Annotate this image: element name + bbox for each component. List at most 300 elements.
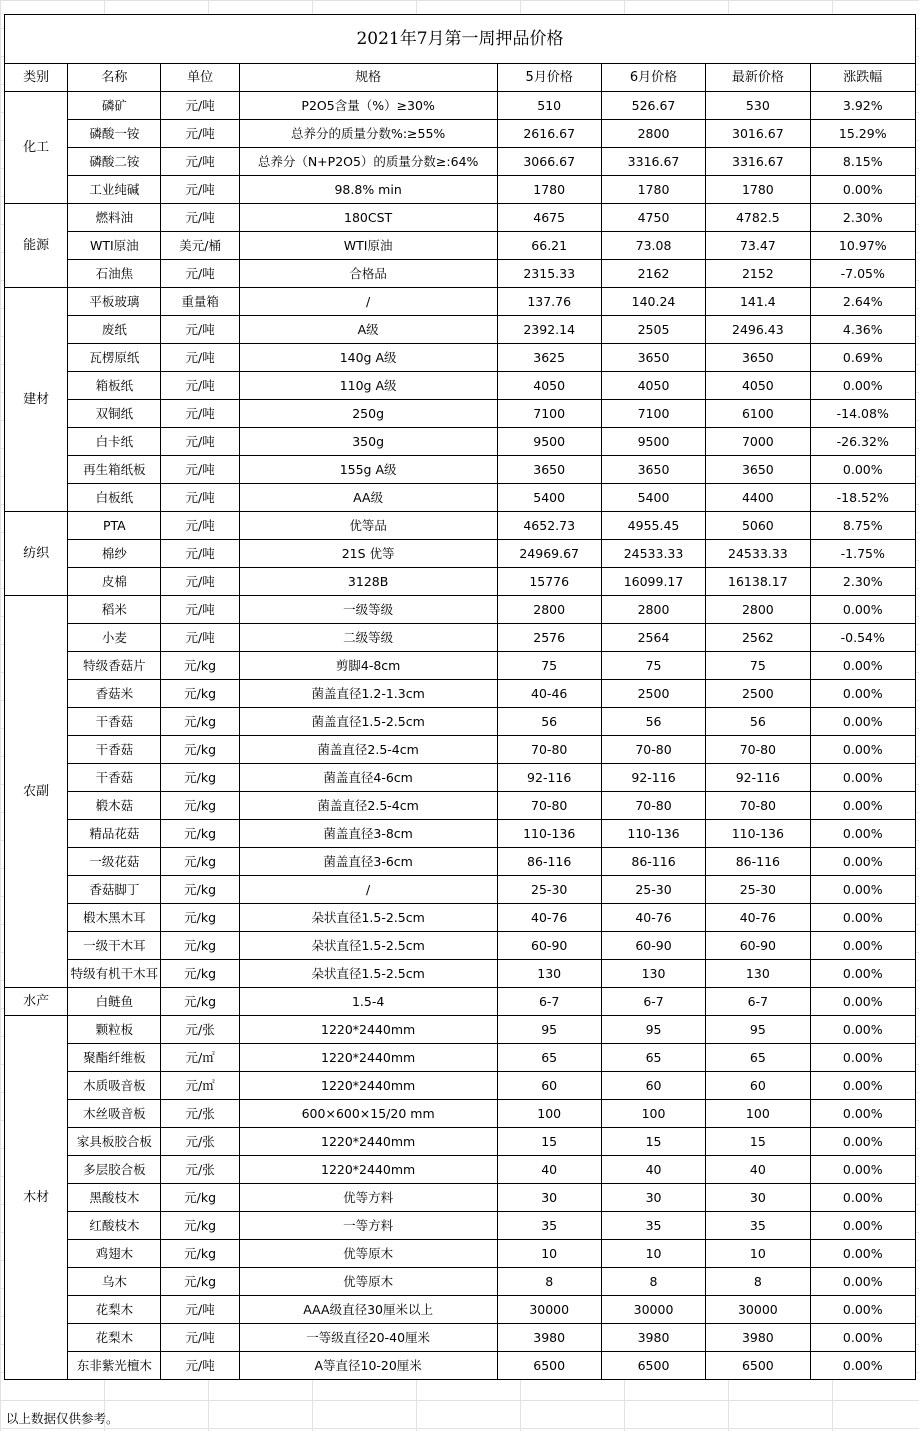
table-row [5, 1072, 916, 1100]
unit-cell: 元/吨 [161, 344, 239, 372]
name-cell: 花梨木 [68, 1324, 161, 1352]
spec-cell: 600×600×15/20 mm [239, 1100, 497, 1128]
change-cell: 0.00% [810, 1324, 915, 1352]
june-price-cell: 1780 [601, 176, 705, 204]
may-price-cell: 1780 [497, 176, 601, 204]
change-cell: -14.08% [810, 400, 915, 428]
change-cell: 0.00% [810, 176, 915, 204]
spec-cell: 1220*2440mm [239, 1016, 497, 1044]
latest-price-cell: 24533.33 [706, 540, 810, 568]
table-row [5, 288, 916, 316]
name-cell: 花梨木 [68, 1296, 161, 1324]
change-cell: 15.29% [810, 120, 915, 148]
latest-price-cell: 7000 [706, 428, 810, 456]
table-row [5, 1044, 916, 1072]
unit-cell: 重量箱 [161, 288, 239, 316]
name-cell: 干香菇 [68, 708, 161, 736]
table-row [5, 428, 916, 456]
table-row [5, 680, 916, 708]
header-unit: 单位 [161, 64, 239, 92]
name-cell: 白鲢鱼 [68, 988, 161, 1016]
name-cell: 一级花菇 [68, 848, 161, 876]
may-price-cell: 2800 [497, 596, 601, 624]
change-cell: 0.00% [810, 596, 915, 624]
june-price-cell: 30 [601, 1184, 705, 1212]
table-row [5, 932, 916, 960]
table-row [5, 904, 916, 932]
name-cell: 鸡翅木 [68, 1240, 161, 1268]
may-price-cell: 40 [497, 1156, 601, 1184]
latest-price-cell: 70-80 [706, 736, 810, 764]
may-price-cell: 56 [497, 708, 601, 736]
unit-cell: 元/kg [161, 736, 239, 764]
name-cell: 稻米 [68, 596, 161, 624]
change-cell: 0.00% [810, 932, 915, 960]
latest-price-cell: 4400 [706, 484, 810, 512]
table-row [5, 708, 916, 736]
june-price-cell: 2564 [601, 624, 705, 652]
change-cell: 3.92% [810, 92, 915, 120]
may-price-cell: 25-30 [497, 876, 601, 904]
change-cell: 0.00% [810, 1100, 915, 1128]
spec-cell: 一等方料 [239, 1212, 497, 1240]
price-table [4, 14, 916, 1380]
table-row [5, 820, 916, 848]
unit-cell: 元/张 [161, 1156, 239, 1184]
spec-cell: 优等原木 [239, 1268, 497, 1296]
unit-cell: 元/kg [161, 848, 239, 876]
unit-cell: 元/㎡ [161, 1044, 239, 1072]
may-price-cell: 40-76 [497, 904, 601, 932]
latest-price-cell: 3316.67 [706, 148, 810, 176]
table-row [5, 764, 916, 792]
change-cell: 0.00% [810, 1296, 915, 1324]
june-price-cell: 60-90 [601, 932, 705, 960]
may-price-cell: 2576 [497, 624, 601, 652]
category-cell: 木材 [5, 1016, 68, 1380]
change-cell: 0.00% [810, 1240, 915, 1268]
spec-cell: 菌盖直径2.5-4cm [239, 736, 497, 764]
table-row [5, 596, 916, 624]
june-price-cell: 86-116 [601, 848, 705, 876]
spec-cell: A等直径10-20厘米 [239, 1352, 497, 1380]
name-cell: 瓦楞原纸 [68, 344, 161, 372]
spec-cell: 98.8% min [239, 176, 497, 204]
table-row [5, 148, 916, 176]
name-cell: 工业纯碱 [68, 176, 161, 204]
spec-cell: 1220*2440mm [239, 1128, 497, 1156]
page-title: 2021年7月第一周押品价格 [5, 15, 916, 64]
unit-cell: 元/kg [161, 708, 239, 736]
name-cell: 小麦 [68, 624, 161, 652]
table-row [5, 1128, 916, 1156]
unit-cell: 元/张 [161, 1100, 239, 1128]
change-cell: 0.00% [810, 876, 915, 904]
spec-cell: 优等品 [239, 512, 497, 540]
june-price-cell: 140.24 [601, 288, 705, 316]
spec-cell: / [239, 288, 497, 316]
name-cell: 磷酸二铵 [68, 148, 161, 176]
change-cell: 0.00% [810, 1016, 915, 1044]
name-cell: 棉纱 [68, 540, 161, 568]
latest-price-cell: 3650 [706, 344, 810, 372]
may-price-cell: 60 [497, 1072, 601, 1100]
name-cell: 磷矿 [68, 92, 161, 120]
change-cell: 0.00% [810, 988, 915, 1016]
unit-cell: 元/张 [161, 1128, 239, 1156]
name-cell: 木丝吸音板 [68, 1100, 161, 1128]
name-cell: 聚酯纤维板 [68, 1044, 161, 1072]
latest-price-cell: 110-136 [706, 820, 810, 848]
unit-cell: 元/吨 [161, 1352, 239, 1380]
may-price-cell: 8 [497, 1268, 601, 1296]
june-price-cell: 2800 [601, 596, 705, 624]
may-price-cell: 510 [497, 92, 601, 120]
may-price-cell: 10 [497, 1240, 601, 1268]
change-cell: 0.00% [810, 764, 915, 792]
name-cell: 磷酸一铵 [68, 120, 161, 148]
latest-price-cell: 73.47 [706, 232, 810, 260]
latest-price-cell: 6500 [706, 1352, 810, 1380]
spec-cell: 1220*2440mm [239, 1044, 497, 1072]
category-cell: 能源 [5, 204, 68, 288]
may-price-cell: 6-7 [497, 988, 601, 1016]
name-cell: 平板玻璃 [68, 288, 161, 316]
table-row [5, 1352, 916, 1380]
change-cell: 0.00% [810, 1212, 915, 1240]
latest-price-cell: 15 [706, 1128, 810, 1156]
june-price-cell: 10 [601, 1240, 705, 1268]
unit-cell: 元/kg [161, 764, 239, 792]
table-row [5, 652, 916, 680]
june-price-cell: 4750 [601, 204, 705, 232]
june-price-cell: 2505 [601, 316, 705, 344]
name-cell: 东非紫光檀木 [68, 1352, 161, 1380]
table-row [5, 176, 916, 204]
latest-price-cell: 1780 [706, 176, 810, 204]
change-cell: 2.30% [810, 204, 915, 232]
table-row [5, 204, 916, 232]
june-price-cell: 2162 [601, 260, 705, 288]
table-row [5, 1240, 916, 1268]
spec-cell: 350g [239, 428, 497, 456]
may-price-cell: 3650 [497, 456, 601, 484]
unit-cell: 元/kg [161, 1268, 239, 1296]
spec-cell: 250g [239, 400, 497, 428]
unit-cell: 元/kg [161, 1212, 239, 1240]
name-cell: 燃料油 [68, 204, 161, 232]
table-row [5, 400, 916, 428]
unit-cell: 元/kg [161, 904, 239, 932]
spec-cell: 180CST [239, 204, 497, 232]
latest-price-cell: 4782.5 [706, 204, 810, 232]
unit-cell: 元/吨 [161, 400, 239, 428]
table-row [5, 1268, 916, 1296]
change-cell: 2.64% [810, 288, 915, 316]
june-price-cell: 6500 [601, 1352, 705, 1380]
june-price-cell: 70-80 [601, 792, 705, 820]
latest-price-cell: 16138.17 [706, 568, 810, 596]
june-price-cell: 40 [601, 1156, 705, 1184]
june-price-cell: 92-116 [601, 764, 705, 792]
spec-cell: 140g A级 [239, 344, 497, 372]
header-spec: 规格 [239, 64, 497, 92]
may-price-cell: 15776 [497, 568, 601, 596]
change-cell: 0.00% [810, 1352, 915, 1380]
may-price-cell: 66.21 [497, 232, 601, 260]
june-price-cell: 16099.17 [601, 568, 705, 596]
may-price-cell: 130 [497, 960, 601, 988]
may-price-cell: 4675 [497, 204, 601, 232]
june-price-cell: 40-76 [601, 904, 705, 932]
latest-price-cell: 3650 [706, 456, 810, 484]
table-row [5, 1156, 916, 1184]
table-row [5, 92, 916, 120]
name-cell: 一级干木耳 [68, 932, 161, 960]
may-price-cell: 70-80 [497, 736, 601, 764]
name-cell: 双铜纸 [68, 400, 161, 428]
latest-price-cell: 2496.43 [706, 316, 810, 344]
unit-cell: 元/kg [161, 792, 239, 820]
latest-price-cell: 86-116 [706, 848, 810, 876]
change-cell: 0.00% [810, 960, 915, 988]
name-cell: 香菇脚丁 [68, 876, 161, 904]
june-price-cell: 15 [601, 1128, 705, 1156]
spec-cell: 优等原木 [239, 1240, 497, 1268]
change-cell: 0.00% [810, 708, 915, 736]
change-cell: 0.00% [810, 372, 915, 400]
unit-cell: 元/吨 [161, 372, 239, 400]
latest-price-cell: 2562 [706, 624, 810, 652]
latest-price-cell: 35 [706, 1212, 810, 1240]
unit-cell: 元/吨 [161, 568, 239, 596]
table-row [5, 260, 916, 288]
unit-cell: 元/吨 [161, 540, 239, 568]
june-price-cell: 73.08 [601, 232, 705, 260]
spec-cell: AAA级直径30厘米以上 [239, 1296, 497, 1324]
june-price-cell: 25-30 [601, 876, 705, 904]
may-price-cell: 86-116 [497, 848, 601, 876]
name-cell: 颗粒板 [68, 1016, 161, 1044]
latest-price-cell: 530 [706, 92, 810, 120]
latest-price-cell: 60-90 [706, 932, 810, 960]
change-cell: 10.97% [810, 232, 915, 260]
name-cell: 香菇米 [68, 680, 161, 708]
june-price-cell: 30000 [601, 1296, 705, 1324]
latest-price-cell: 40-76 [706, 904, 810, 932]
table-row [5, 1212, 916, 1240]
spec-cell: 一等级直径20-40厘米 [239, 1324, 497, 1352]
table-row [5, 344, 916, 372]
june-price-cell: 3980 [601, 1324, 705, 1352]
name-cell: 特级有机干木耳 [68, 960, 161, 988]
table-row [5, 316, 916, 344]
june-price-cell: 95 [601, 1016, 705, 1044]
table-row [5, 512, 916, 540]
spec-cell: 菌盖直径1.5-2.5cm [239, 708, 497, 736]
may-price-cell: 9500 [497, 428, 601, 456]
table-row [5, 1184, 916, 1212]
latest-price-cell: 75 [706, 652, 810, 680]
header-latest-price: 最新价格 [706, 64, 810, 92]
change-cell: 2.30% [810, 568, 915, 596]
june-price-cell: 60 [601, 1072, 705, 1100]
may-price-cell: 2392.14 [497, 316, 601, 344]
may-price-cell: 4050 [497, 372, 601, 400]
latest-price-cell: 100 [706, 1100, 810, 1128]
june-price-cell: 70-80 [601, 736, 705, 764]
may-price-cell: 65 [497, 1044, 601, 1072]
table-row [5, 876, 916, 904]
category-cell: 农副 [5, 596, 68, 988]
category-cell: 纺织 [5, 512, 68, 596]
latest-price-cell: 8 [706, 1268, 810, 1296]
change-cell: 4.36% [810, 316, 915, 344]
may-price-cell: 70-80 [497, 792, 601, 820]
june-price-cell: 4050 [601, 372, 705, 400]
table-row [5, 120, 916, 148]
unit-cell: 元/张 [161, 1016, 239, 1044]
may-price-cell: 110-136 [497, 820, 601, 848]
spec-cell: A级 [239, 316, 497, 344]
june-price-cell: 2500 [601, 680, 705, 708]
june-price-cell: 75 [601, 652, 705, 680]
unit-cell: 元/kg [161, 1240, 239, 1268]
june-price-cell: 56 [601, 708, 705, 736]
june-price-cell: 24533.33 [601, 540, 705, 568]
change-cell: -26.32% [810, 428, 915, 456]
table-row [5, 1324, 916, 1352]
latest-price-cell: 3016.67 [706, 120, 810, 148]
change-cell: 0.00% [810, 736, 915, 764]
name-cell: 黑酸枝木 [68, 1184, 161, 1212]
header-row [5, 64, 916, 92]
unit-cell: 元/吨 [161, 176, 239, 204]
table-row [5, 848, 916, 876]
name-cell: 再生箱纸板 [68, 456, 161, 484]
unit-cell: 元/吨 [161, 456, 239, 484]
unit-cell: 元/kg [161, 820, 239, 848]
unit-cell: 美元/桶 [161, 232, 239, 260]
name-cell: WTI原油 [68, 232, 161, 260]
may-price-cell: 30 [497, 1184, 601, 1212]
name-cell: 皮棉 [68, 568, 161, 596]
footer-note: 以上数据仅供参考。 [6, 1411, 119, 1426]
change-cell: 0.00% [810, 1128, 915, 1156]
category-cell: 化工 [5, 92, 68, 204]
unit-cell: 元/吨 [161, 260, 239, 288]
unit-cell: 元/㎡ [161, 1072, 239, 1100]
latest-price-cell: 6-7 [706, 988, 810, 1016]
spec-cell: 二级等级 [239, 624, 497, 652]
name-cell: 干香菇 [68, 736, 161, 764]
may-price-cell: 95 [497, 1016, 601, 1044]
june-price-cell: 6-7 [601, 988, 705, 1016]
change-cell: -1.75% [810, 540, 915, 568]
change-cell: 0.00% [810, 904, 915, 932]
unit-cell: 元/吨 [161, 1324, 239, 1352]
unit-cell: 元/吨 [161, 1296, 239, 1324]
latest-price-cell: 141.4 [706, 288, 810, 316]
may-price-cell: 2315.33 [497, 260, 601, 288]
name-cell: 家具板胶合板 [68, 1128, 161, 1156]
name-cell: 干香菇 [68, 764, 161, 792]
june-price-cell: 35 [601, 1212, 705, 1240]
table-row [5, 736, 916, 764]
name-cell: PTA [68, 512, 161, 540]
name-cell: 木质吸音板 [68, 1072, 161, 1100]
name-cell: 椴木菇 [68, 792, 161, 820]
may-price-cell: 3625 [497, 344, 601, 372]
table-row [5, 988, 916, 1016]
spec-cell: 1.5-4 [239, 988, 497, 1016]
table-row [5, 1016, 916, 1044]
header-june-price: 6月价格 [601, 64, 705, 92]
unit-cell: 元/kg [161, 988, 239, 1016]
unit-cell: 元/吨 [161, 204, 239, 232]
spec-cell: 朵状直径1.5-2.5cm [239, 932, 497, 960]
unit-cell: 元/吨 [161, 92, 239, 120]
category-cell: 水产 [5, 988, 68, 1016]
spec-cell: AA级 [239, 484, 497, 512]
june-price-cell: 8 [601, 1268, 705, 1296]
name-cell: 白卡纸 [68, 428, 161, 456]
change-cell: 0.69% [810, 344, 915, 372]
june-price-cell: 526.67 [601, 92, 705, 120]
header-category: 类别 [5, 64, 68, 92]
latest-price-cell: 30000 [706, 1296, 810, 1324]
june-price-cell: 3650 [601, 456, 705, 484]
header-change: 涨跌幅 [810, 64, 915, 92]
table-row [5, 624, 916, 652]
change-cell: 0.00% [810, 820, 915, 848]
latest-price-cell: 2800 [706, 596, 810, 624]
title-row [5, 15, 916, 64]
table-row [5, 568, 916, 596]
latest-price-cell: 25-30 [706, 876, 810, 904]
name-cell: 石油焦 [68, 260, 161, 288]
table-row [5, 792, 916, 820]
table-row [5, 960, 916, 988]
latest-price-cell: 10 [706, 1240, 810, 1268]
change-cell: 0.00% [810, 652, 915, 680]
change-cell: 0.00% [810, 1184, 915, 1212]
may-price-cell: 100 [497, 1100, 601, 1128]
spec-cell: 菌盖直径3-6cm [239, 848, 497, 876]
name-cell: 箱板纸 [68, 372, 161, 400]
table-row [5, 484, 916, 512]
change-cell: 0.00% [810, 456, 915, 484]
change-cell: 0.00% [810, 1268, 915, 1296]
spec-cell: 1220*2440mm [239, 1156, 497, 1184]
latest-price-cell: 95 [706, 1016, 810, 1044]
latest-price-cell: 3980 [706, 1324, 810, 1352]
change-cell: 8.15% [810, 148, 915, 176]
spec-cell: 菌盖直径2.5-4cm [239, 792, 497, 820]
spec-cell: 3128B [239, 568, 497, 596]
may-price-cell: 3980 [497, 1324, 601, 1352]
june-price-cell: 9500 [601, 428, 705, 456]
change-cell: 0.00% [810, 1044, 915, 1072]
june-price-cell: 5400 [601, 484, 705, 512]
spec-cell: / [239, 876, 497, 904]
latest-price-cell: 2500 [706, 680, 810, 708]
june-price-cell: 3316.67 [601, 148, 705, 176]
name-cell: 精品花菇 [68, 820, 161, 848]
change-cell: 0.00% [810, 792, 915, 820]
unit-cell: 元/吨 [161, 624, 239, 652]
may-price-cell: 24969.67 [497, 540, 601, 568]
